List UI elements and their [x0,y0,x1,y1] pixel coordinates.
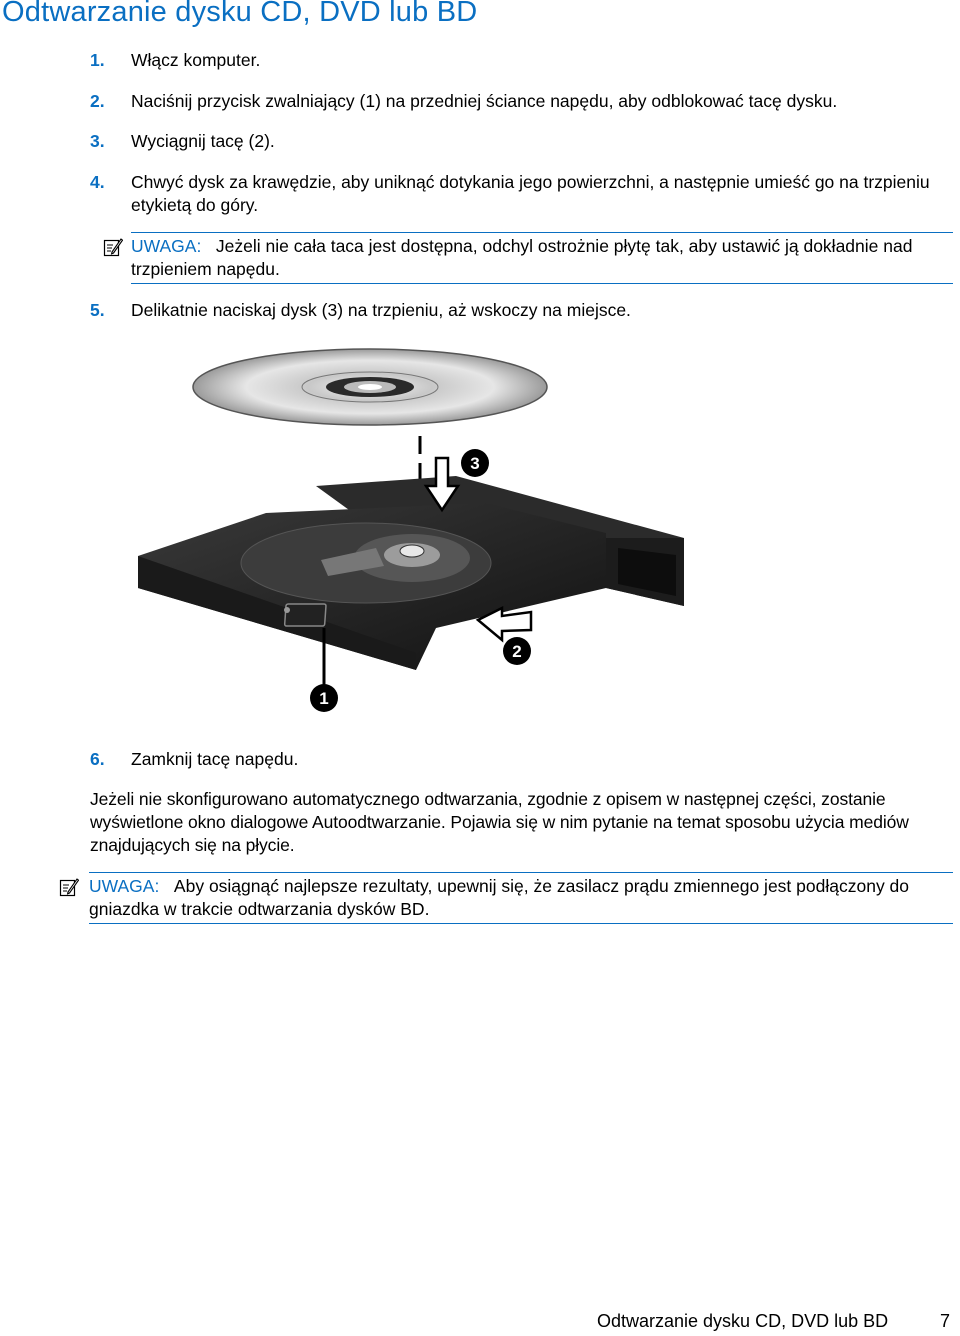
drive-illustration [136,348,696,725]
note-text: Aby osiągnąć najlepsze rezultaty, upewnij się, że zasilacz prądu zmiennego jest podłączony do gniazdka w trakcie odtwarzania dysków BD. [89,876,910,919]
callout-2 [503,637,531,665]
footer-section-title: Odtwarzanie dysku CD, DVD lub BD [597,1311,889,1331]
step-text: Chwyć dysk za krawędzie, aby uniknąć dotykania jego powierzchni, a następnie umieść go na trzpieniu etykietą do góry. [131,172,930,215]
step-text: Wyciągnij tacę (2). [131,131,275,151]
step-text: Delikatnie naciskaj dysk (3) na trzpieniu, aż wskoczy na miejsce. [131,300,631,320]
step-number: 5. [90,300,105,320]
disc [193,349,547,425]
note-content [89,875,953,921]
step-6 [90,748,954,771]
step-5 [90,299,954,322]
note-label: UWAGA: [89,876,160,896]
step-number: 6. [90,749,105,769]
drive-body [138,476,684,670]
callout-3 [461,449,489,477]
page-number: 7 [940,1311,951,1331]
svg-text:3: 3 [470,454,480,473]
autoplay-paragraph: Jeżeli nie skonfigurowano automatycznego odtwarzania, zgodnie z opisem w następnej części, zostanie wyświetlone okno dialogowe Autoodtwarzanie. Pojawia się w nim pytanie na temat sposobu użycia mediów znajdujących się na płycie. [90,789,909,855]
step-4 [90,171,954,217]
note-pencil-icon [103,237,123,263]
note-content [131,235,953,281]
step-2 [90,90,954,113]
page-title: Odtwarzanie dysku CD, DVD lub BD [2,0,478,28]
svg-text:1: 1 [319,689,329,708]
note-label: UWAGA: [131,236,202,256]
note-box [131,232,953,284]
note-text: Jeżeli nie cała taca jest dostępna, odchyl ostrożnie płytę tak, aby ustawić ją dokładnie nad trzpieniem napędu. [131,236,913,279]
step-number: 2. [90,91,105,111]
callout-1 [310,684,338,712]
step-text: Naciśnij przycisk zwalniający (1) na przedniej ściance napędu, aby odblokować tacę dysku. [131,91,838,111]
step-text: Zamknij tacę napędu. [131,749,299,769]
svg-text:2: 2 [512,642,522,661]
note-box [89,872,953,924]
step-3 [90,130,954,153]
note-pencil-icon [59,877,79,903]
step-text: Włącz komputer. [131,50,261,70]
step-number: 3. [90,131,105,151]
step-1 [90,49,954,72]
step-number: 1. [90,50,105,70]
step-number: 4. [90,172,105,192]
